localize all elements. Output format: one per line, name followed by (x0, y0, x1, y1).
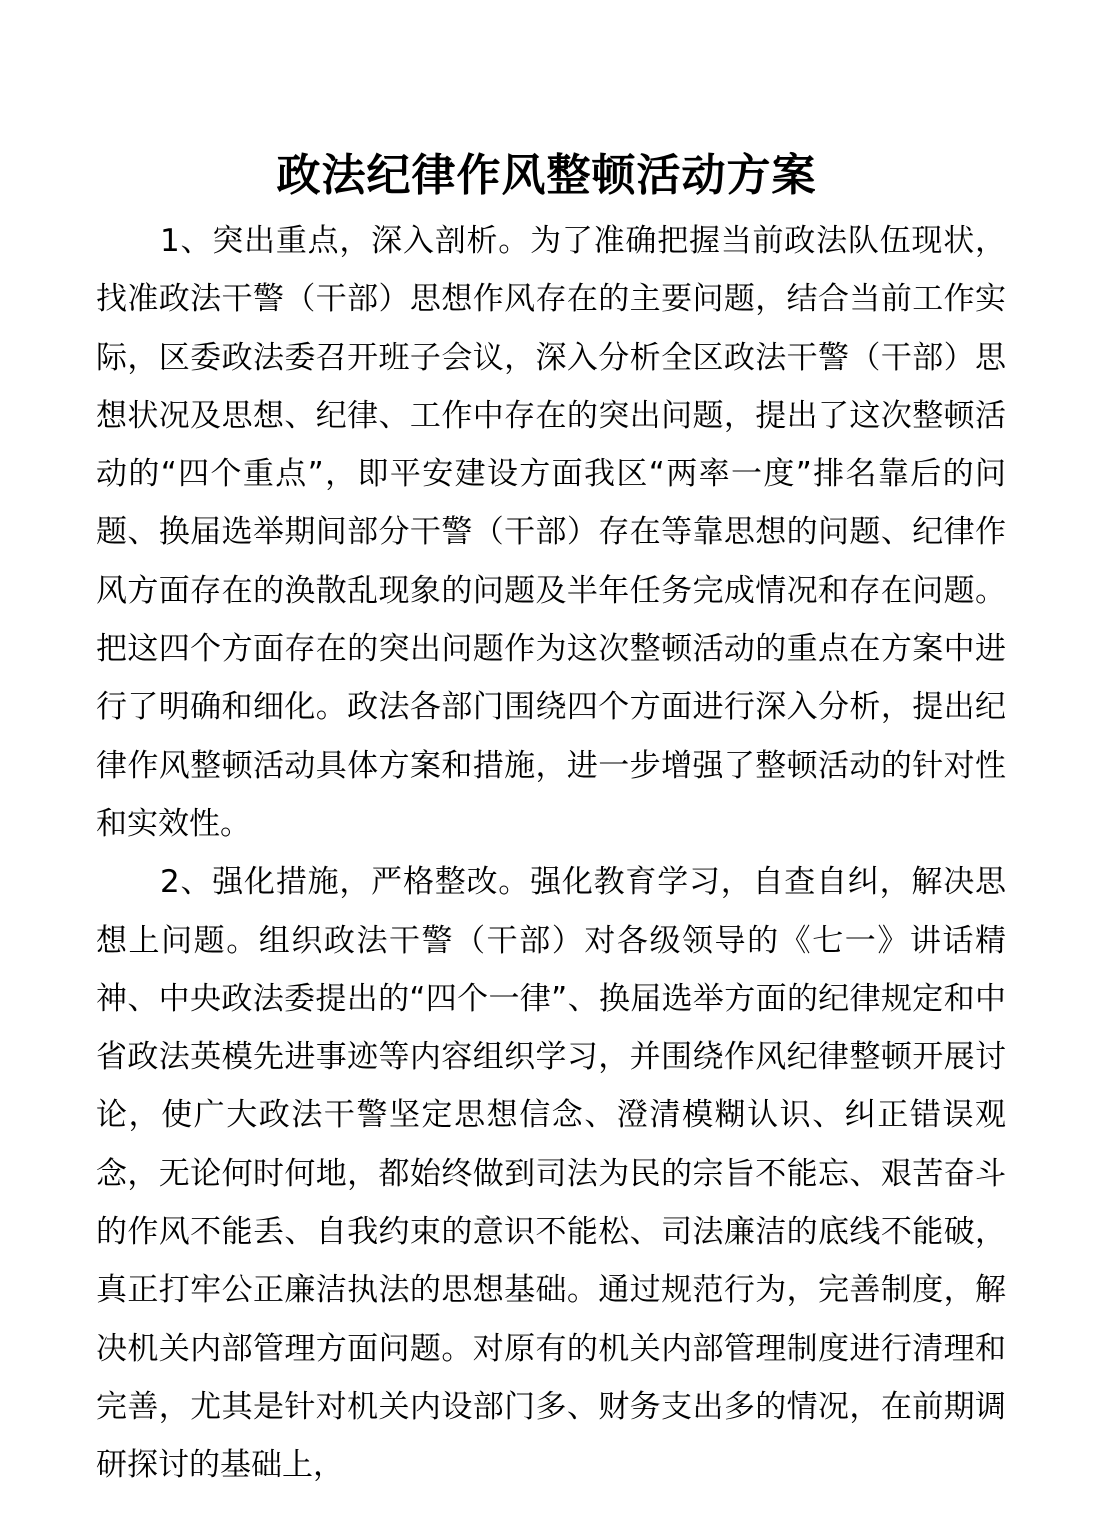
document-body (96, 212, 1006, 1495)
paragraph-2: 2、强化措施，严格整改。强化教育学习，自查自纠，解决思想上问题。组织政法干警（干部）对各级领导的《七一》讲话精神、中央政法委提出的“四个一律”、换届选举方面的纪律规定和中省政法英模先进事迹等内容组织学习，并围绕作风纪律整顿开展讨论，使广大政法干警坚定思想信念、澄清模糊认识、纠正错误观念，无论何时何地，都始终做到司法为民的宗旨不能忘、艰苦奋斗的作风不能丢、自我约束的意识不能松、司法廉洁的底线不能破，真正打牢公正廉洁执法的思想基础。通过规范行为，完善制度，解决机关内部管理方面问题。对原有的机关内部管理制度进行清理和完善，尤其是针对机关内设部门多、财务支出多的情况，在前期调研探讨的基础上， (96, 864, 1006, 1484)
document-title: 政法纪律作风整顿活动方案 (276, 150, 817, 201)
paragraph-1: 1、突出重点，深入剖析。为了准确把握当前政法队伍现状，找准政法干警（干部）思想作风存在的主要问题，结合当前工作实际，区委政法委召开班子会议，深入分析全区政法干警（干部）思想状况及思想、纪律、工作中存在的突出问题，提出了这次整顿活动的“四个重点”，即平安建设方面我区“两率一度”排名靠后的问题、换届选举期间部分干警（干部）存在等靠思想的问题、纪律作风方面存在的涣散乱现象的问题及半年任务完成情况和存在问题。把这四个方面存在的突出问题作为这次整顿活动的重点在方案中进行了明确和细化。政法各部门围绕四个方面进行深入分析，提出纪律作风整顿活动具体方案和措施，进一步增强了整顿活动的针对性和实效性。 (96, 223, 1006, 842)
